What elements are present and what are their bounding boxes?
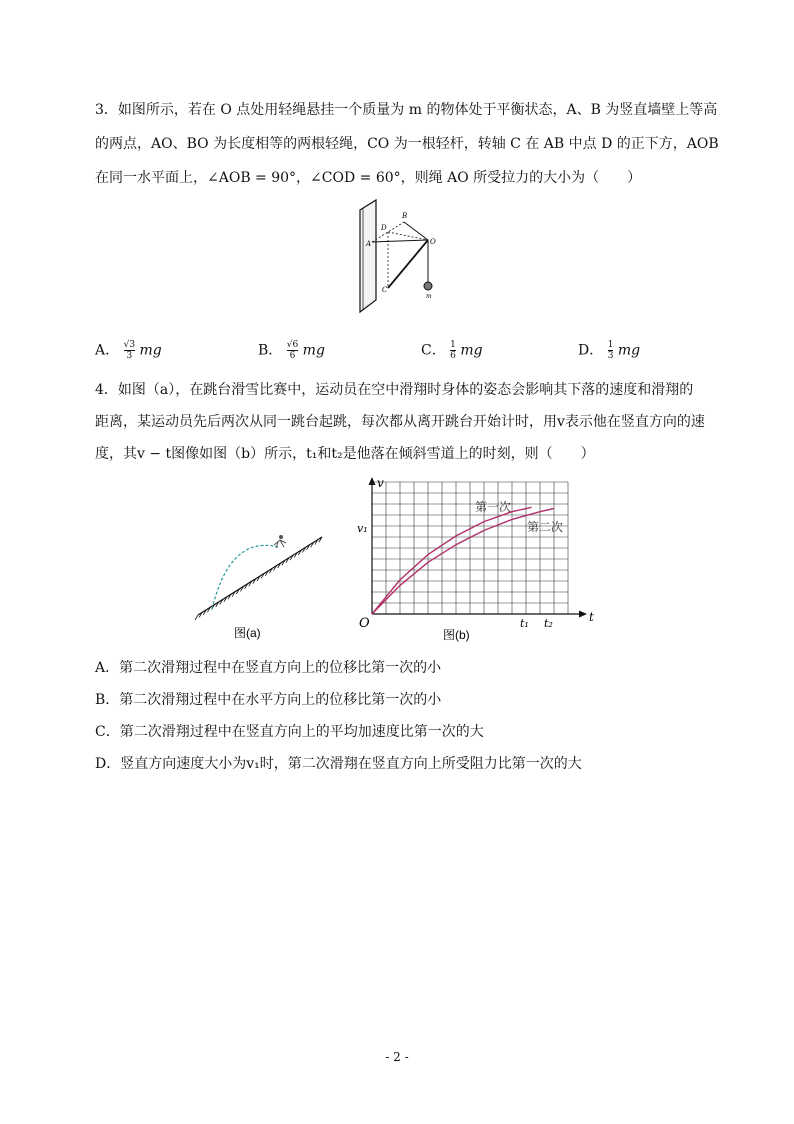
choice-letter: C． bbox=[421, 342, 446, 359]
q3-choice-d[interactable] bbox=[578, 340, 640, 361]
choice-suffix: mg bbox=[617, 342, 641, 359]
y-tick-v1: v₁ bbox=[357, 522, 368, 535]
q4-option-c[interactable]: C．第二次滑翔过程中在竖直方向上的平均加速度比第一次的大 bbox=[95, 724, 484, 740]
q3-figure bbox=[340, 200, 450, 320]
q3-choice-a[interactable] bbox=[95, 340, 162, 361]
q3-line-3: 在同一水平面上，∠AOB = 90°，∠COD = 60°，则绳 AO 所受拉力的大小为（ ） bbox=[95, 170, 642, 186]
label-c: C bbox=[382, 286, 388, 294]
origin-label: O bbox=[359, 616, 370, 631]
choice-suffix: mg bbox=[302, 342, 325, 359]
q3-line-2: 的两点，AO、BO 为长度相等的两根轻绳，CO 为一根轻杆，转轴 C 在 AB 中点 D 的正下方，AOB bbox=[95, 136, 719, 152]
series-first-line bbox=[372, 507, 532, 614]
q4-line-3: 度，其v − t图像如图（b）所示，t₁和t₂是他落在倾斜雪道上的时刻，则（ ） bbox=[95, 446, 595, 462]
q4-line-2: 距离，某运动员先后两次从同一跳台起跳，每次都从离开跳台开始计时，用v表示他在竖直方向的速 bbox=[95, 414, 705, 430]
y-axis-arrow-icon bbox=[369, 477, 376, 485]
q4-option-b[interactable]: B．第二次滑翔过程中在水平方向上的位移比第一次的小 bbox=[95, 692, 442, 708]
choice-letter: A． bbox=[95, 342, 120, 359]
x-axis-arrow-icon bbox=[579, 611, 587, 618]
x-tick-t1: t₁ bbox=[520, 617, 529, 630]
q3-line-1: 3．如图所示，若在 O 点处用轻绳悬挂一个质量为 m 的物体处于平衡状态，A、B 为竖直墙壁上等高 bbox=[95, 102, 718, 118]
fraction-denominator: 3 bbox=[607, 351, 614, 361]
page-number: - 2 - bbox=[385, 1050, 409, 1064]
label-d: D bbox=[381, 224, 387, 232]
fraction-numerator: √6 bbox=[286, 340, 299, 350]
rope-ao bbox=[372, 240, 428, 242]
fig-b-caption: 图(b) bbox=[443, 628, 470, 642]
fraction-numerator: 1 bbox=[450, 340, 456, 350]
fraction-denominator: 3 bbox=[126, 351, 133, 361]
chart-grid bbox=[372, 482, 568, 614]
label-b: B bbox=[402, 212, 408, 220]
q3-choice-b[interactable] bbox=[258, 340, 325, 361]
x-axis-label: t bbox=[589, 610, 594, 624]
choice-letter: B． bbox=[258, 342, 283, 359]
q3-choice-c[interactable] bbox=[421, 340, 483, 361]
q4-option-d[interactable]: D．竖直方向速度大小为v₁时，第二次滑翔在竖直方向上所受阻力比第一次的大 bbox=[95, 756, 582, 772]
fraction-denominator: 6 bbox=[450, 351, 456, 361]
fraction-numerator: √3 bbox=[123, 340, 136, 350]
label-a: A bbox=[366, 240, 372, 248]
series-first-label: 第一次 bbox=[475, 500, 512, 514]
hatch-mark bbox=[195, 615, 198, 620]
wall bbox=[360, 200, 376, 312]
label-m: m bbox=[426, 293, 432, 300]
fig-a-caption: 图(a) bbox=[234, 626, 261, 640]
fraction-denominator: 6 bbox=[289, 351, 296, 361]
series-second-label: 第二次 bbox=[527, 520, 564, 534]
choice-letter: D． bbox=[578, 342, 604, 359]
mass-icon bbox=[424, 282, 432, 290]
y-axis-label: v bbox=[377, 476, 384, 490]
x-tick-t2: t₂ bbox=[544, 617, 553, 630]
q4-option-a[interactable]: A．第二次滑翔过程中在竖直方向上的位移比第一次的小 bbox=[95, 660, 442, 676]
choice-suffix: mg bbox=[139, 342, 162, 359]
vt-chart bbox=[355, 475, 600, 645]
q4-line-1: 4．如图（a），在跳台滑雪比赛中，运动员在空中滑翔时身体的姿态会影响其下落的速度和滑翔的 bbox=[95, 382, 694, 398]
rod-co bbox=[388, 240, 428, 288]
label-o: O bbox=[430, 238, 436, 246]
fraction-numerator: 1 bbox=[607, 340, 614, 350]
ski-slope-figure bbox=[190, 525, 330, 645]
choice-suffix: mg bbox=[460, 342, 483, 359]
